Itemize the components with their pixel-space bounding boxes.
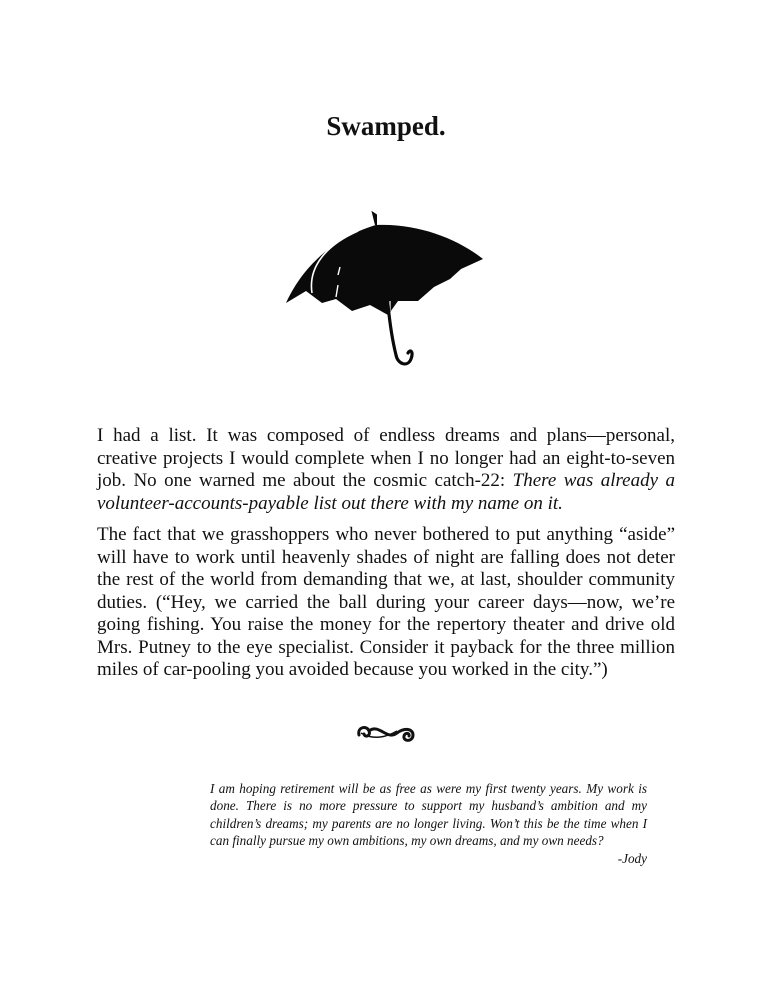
body-text [97,425,675,691]
page-title: Swamped. [326,111,446,141]
quote-block [210,780,647,867]
umbrella-icon [278,205,488,377]
paragraph-1-text: I had a list. It was composed of endless dreams and plans—personal, creative projects I would complete when I no longer had an eight-to-seven job. No one warned me about the cosmic catch-22: [97,425,675,491]
paragraph-1-italic: There was already a volunteer-accounts-payable list out there with my name on it. [97,470,675,514]
flourish-ornament-icon [353,717,419,745]
paragraph-2: The fact that we grasshoppers who never bothered to put anything “aside” will have to work until heavenly shades of night are falling does not deter the rest of the world from demanding that we, at last, shoulder community duties. (“Hey, we carried the ball during your career days—now, we’re going fishing. You raise the money for the repertory theater and drive old Mrs. Putney to the eye specialist. Consider it payback for the three million miles of car-pooling you avoided because you worked in the city.”) [97,524,675,680]
quote-text: I am hoping retirement will be as free as were my first twenty years. My work is done. There is no more pressure to support my husband’s ambition and my children’s dreams; my parents are no longer living. Won’t this be the time when I can finally pursue my own ambitions, my own dreams, and my own needs? [210,781,647,849]
quote-attribution: -Jody [617,850,647,866]
paragraph-1 [97,425,675,515]
